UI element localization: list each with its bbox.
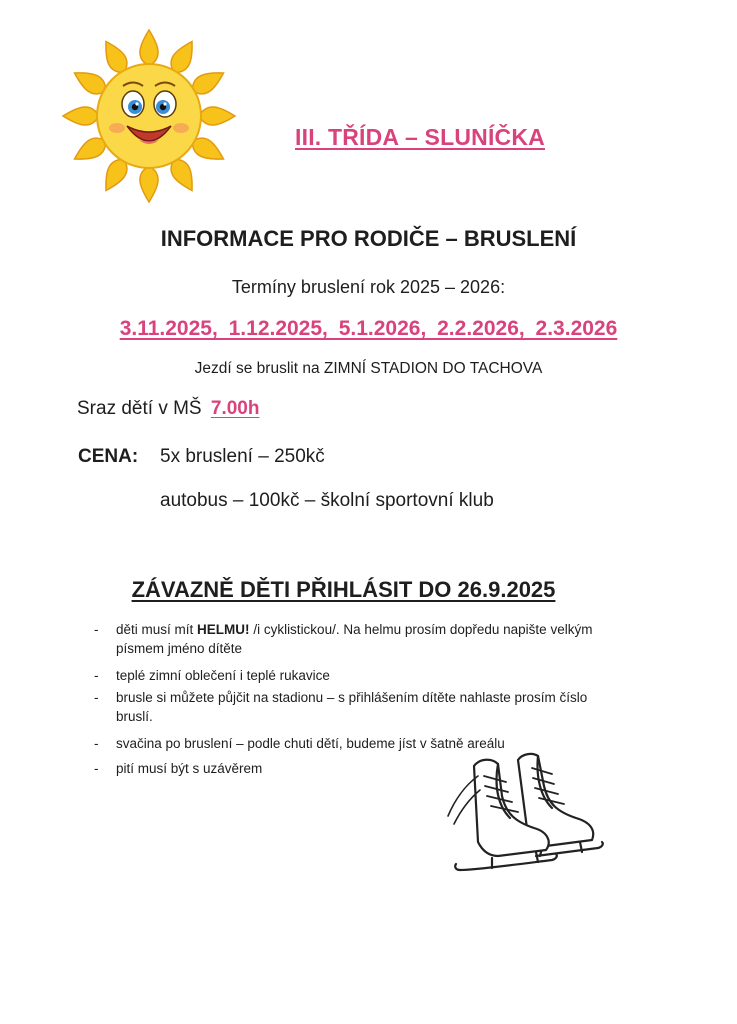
smiling-sun-icon [54,26,244,206]
registration-deadline: ZÁVAZNĚ DĚTI PŘIHLÁSIT DO 26.9.2025 [131,577,556,602]
list-item: - svačina po bruslení – podle chuti dětí, budeme jíst v šatně areálu [94,734,614,753]
terms-label: Termíny bruslení rok 2025 – 2026: [231,277,506,297]
list-item: - pití musí být s uzávěrem [94,759,614,778]
list-item [94,620,614,658]
price-label: CENA: [78,446,139,467]
helmet-text-pre: děti musí mít [116,622,194,637]
price-bus: autobus – 100kč – školní sportovní klub [160,490,494,511]
meeting-info [77,398,259,420]
class-title: III. TŘÍDA – SLUNÍČKA [295,124,545,150]
helmet-text-post: /i cyklistickou/. Na helmu prosím dopředu napište velkým písmem jméno dítěte [116,622,593,656]
meeting-label: Sraz dětí v MŠ [77,398,202,419]
page-heading: INFORMACE PRO RODIČE – BRUSLENÍ [160,226,577,251]
price-skating: 5x bruslení – 250kč [160,446,325,467]
skating-dates: 3.11.2025, 1.12.2025, 5.1.2026, 2.2.2026, 2.3.2026 [119,317,618,340]
list-item: - brusle si můžete půjčit na stadionu – s přihlášením dítěte nahlaste prosím číslo bruslí. [94,688,614,726]
location-text: Jezdí se bruslit na ZIMNÍ STADION DO TACHOVA [194,360,543,377]
list-item: - teplé zimní oblečení i teplé rukavice [94,666,614,685]
ice-skates-icon [440,746,610,876]
helmet-text-bold: HELMU! [197,622,250,637]
meeting-time: 7.00h [210,398,260,419]
